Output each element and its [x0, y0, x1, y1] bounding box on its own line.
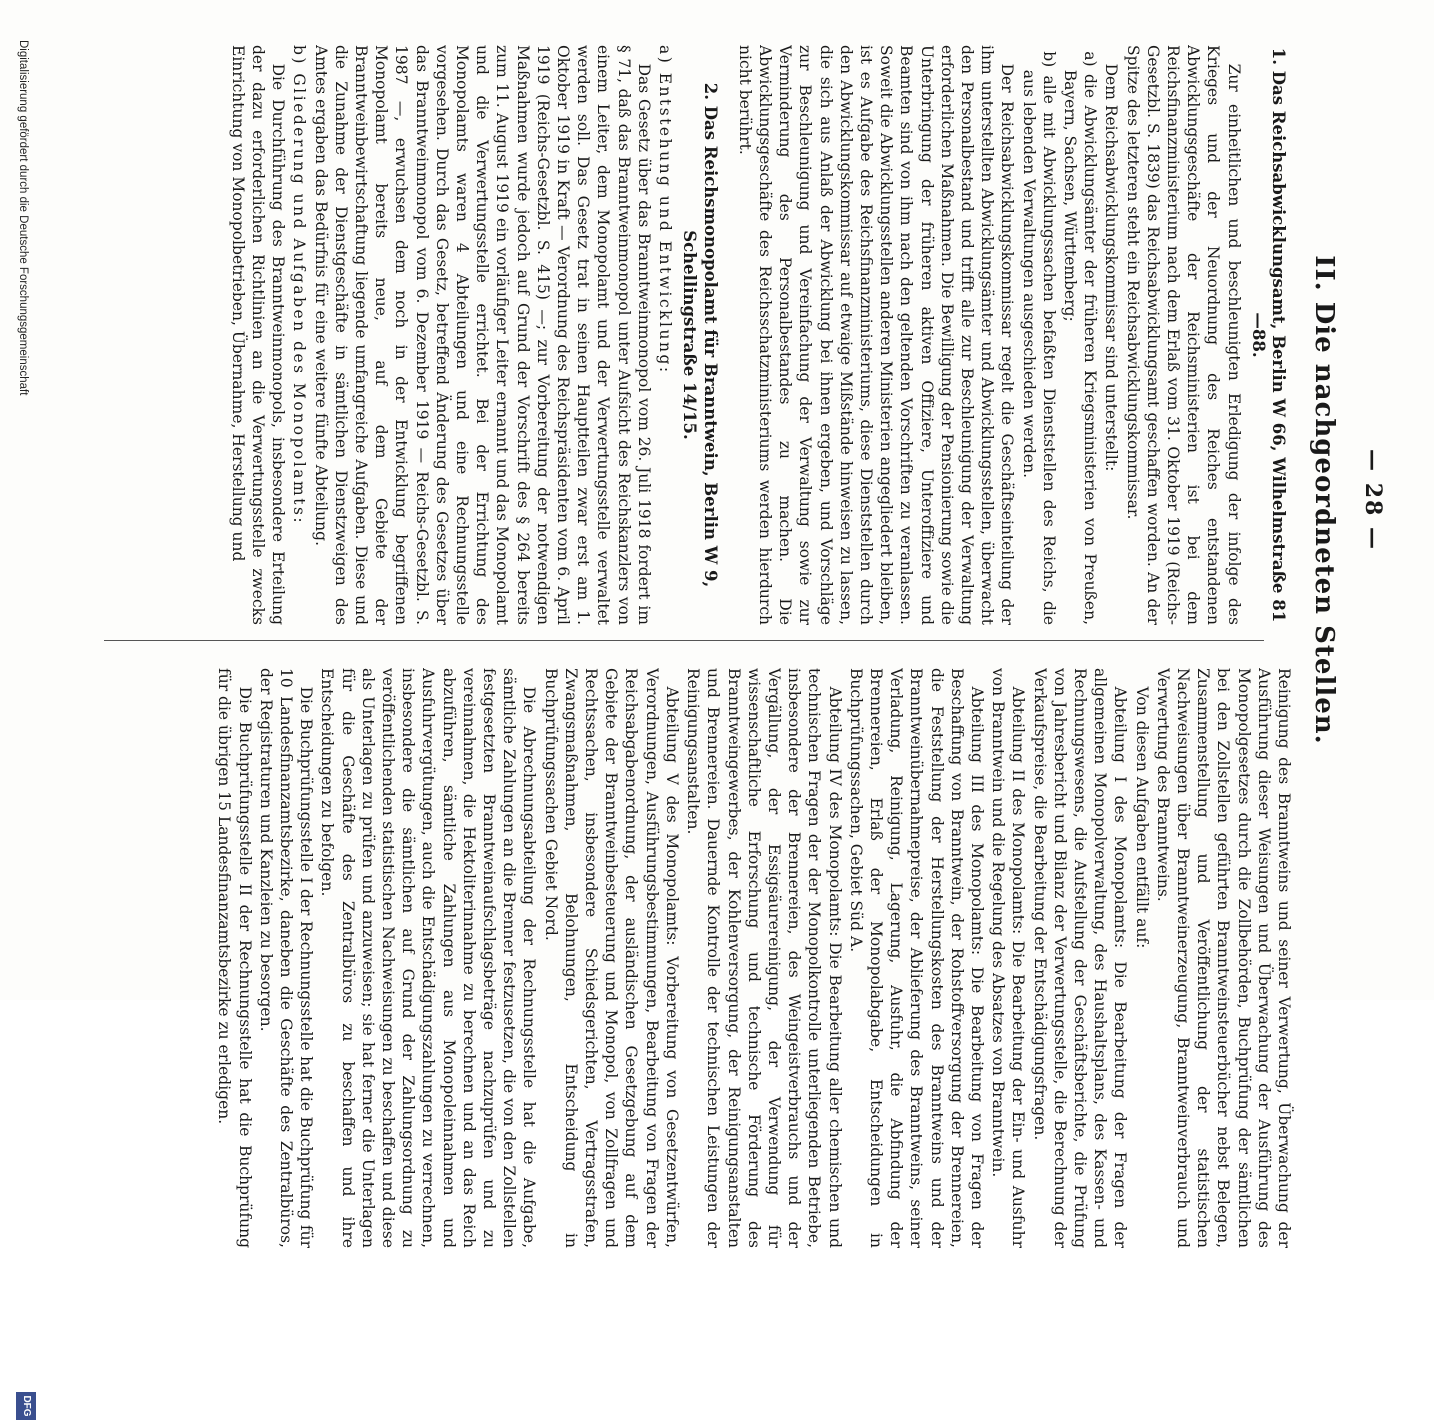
- paragraph: Zur einheitlichen und beschleunigten Erledigung der infolge des Krieges und der Neuordnung des Reiches entstandenen Abwicklungsgeschäfte der Reichsministerien ist bei dem Reichsfinanzministerium nach dem Erlaß vom 31. Oktober 1919 (Reichs-Gesetzbl. S. 1839) das Reichsabwicklungsamt geschaffen worden. An der Spitze des letzteren steht ein Reichsabwicklungskommissar.: [1123, 45, 1243, 625]
- page-number: — 28 —: [1360, 449, 1386, 551]
- dfg-logo: DFG: [16, 1392, 36, 1420]
- column-divider: [104, 640, 1264, 641]
- subheading: a) Entstehung und Entwicklung:: [656, 45, 675, 375]
- section-heading: II. Die nachgeordneten Stellen.: [1309, 255, 1339, 745]
- paragraph: Die Buchprüfungsstelle II der Rechnungsstelle hat die Buchprüfung für die übrigen 15 Landesfinanzamtsbezirke zu erledigen.: [215, 668, 254, 1248]
- paragraph: Dem Reichsabwicklungskommissar sind unterstellt:: [1102, 63, 1121, 472]
- list-item: a) die Abwicklungsämter der früheren Kriegsministerien von Preußen, Bayern, Sachsen, Württemberg;: [1060, 51, 1100, 625]
- paragraph: Das Gesetz über das Branntweinmonopol vom 26. Juli 1918 fordert im § 71, daß das Branntweinmonopol unter Aufsicht des Reichskanzlers von einem Leiter, dem Monopolamt und der Verwertungsstelle verwaltet werden soll. Das Gesetz trat in seinen Hauptteilen zwar erst am 1. Oktober 1919 in Kraft — Verordnung des Reichspräsidenten vom 6. April 1919 (Reichs-Gesetzbl. S. 415) —; zur Vorbereitung der notwendigen Maßnahmen wurde jedoch auf Grund der Vorschrift des § 264 bereits zum 11. August 1919 ein vorläufiger Leiter ernannt und das Monopolamt und die Verwertungsstelle errichtet. Bei der Errichtung des Monopolamts waren 4 Abteilungen und eine Rechnungsstelle vorgesehen. Durch das Gesetz, betreffend Änderung des Gesetzes über das Branntweinmonopol vom 6. Dezember 1919 — Reichs-Gesetzbl. S. 1987 —, erwuchsen dem noch in der Entwicklung begriffenen Monopolamt bereits neue, auf dem Gebiete der Branntweinbewirtschaftung liegende umfangreiche Aufgaben. Diese und die Zunahme der Dienstgeschäfte in sämtlichen Dienstzweigen des Amtes ergaben das Bedürfnis für eine weitere fünfte Abteilung.: [311, 45, 653, 625]
- paragraph: Abteilung I des Monopolamts: Die Bearbeitung der Fragen der allgemeinen Monopolverwaltung, des Haushaltsplans, des Kassen- und Rechnungswesens, die Aufstellung der Geschäftsberichte, die Prüfung von Jahresbericht und Bilanz der Verwertungsstelle, die Berechnung der Verkaufspreise, die Bearbeitung der Entschädigungsfragen.: [1030, 668, 1130, 1248]
- paragraph: Abteilung V des Monopolamts: Vorbereitung von Gesetzentwürfen, Verordnungen, Ausführungsbestimmungen, Bearbeitung von Fragen der Reichsabgabenordnung, der ausländischen Gesetzgebung auf dem Gebiete der Branntweinbesteuerung und Monopol, von Zollfragen und Rechtssachen, insbesondere Schiedsgerichten, Vertragsstrafen, Zwangsmaßnahmen, Belohnungen, Entscheidung in Buchprüfungssachen Gebiet Nord.: [541, 668, 681, 1248]
- paragraph: Der Reichsabwicklungskommissar regelt die Geschäftseinteilung der ihm unterstellten Abwicklungsämter und Abwicklungsstellen, überwacht den Personalbestand und trifft alle zur Beschleunigung der Verwaltung erforderlichen Maßnahmen. Die Bewilligung der Pensionierung sowie die Unterbringung der früheren aktiven Offiziere, Unteroffiziere und Beamten sind von ihm nach den geltenden Vorschriften zu veranlassen. Soweit die Abwicklungsstellen anderen Ministerien angegliedert bleiben, ist es Aufgabe des Reichsfinanzministeriums, diese Dienststellen durch den Abwicklungskommissar auf etwaige Mißstände hinweisen zu lassen, die sich aus Anlaß der Abwicklung bei ihnen ergeben, und Vorschläge zur Beschleunigung und Vereinfachung der Verwaltung sowie zur Verminderung des Personalbestandes zu machen. Die Abwicklungsgeschäfte des Reichsschatzministeriums werden hierdurch nicht berührt.: [735, 45, 1017, 625]
- digitization-footer: Digitalisierung gefördert durch die Deutsche Forschungsgemeinschaft: [17, 40, 29, 396]
- paragraph: Von diesen Aufgaben entfällt auf:: [1132, 686, 1151, 949]
- paragraph: Abteilung III des Monopolamts: Die Bearbeitung von Fragen der Beschaffung von Branntwein, der Rohstoffversorgung der Brennereien, die Feststellung der Herstellungskosten des Branntweins und der Branntweinübernahmepreise, der Ablieferung des Branntweins, seiner Verladung, Reinigung, Lagerung, Ausfuhr, die Abfindung der Brennereien, Erlaß der Monopolabgabe, Entscheidungen in Buchprüfungssachen, Gebiet Süd A.: [846, 668, 986, 1248]
- paragraph: Die Abrechnungsabteilung der Rechnungsstelle hat die Aufgabe, sämtliche Zahlungen an die Brenner festzusetzen, die von den Zollstellen festgesetzten Branntweinaufschlagsbeträge nachzuprüfen und zu vereinnahmen, die Hektoliterinnahme zu berechnen und an das Reich abzuführen, sämtliche Zahlungen aus Monopoleinnahmen und Ausfuhrvergütungen, auch die Entschädigungszahlungen zu verrechnen, insbesondere die sämtlichen auf Grund der Zahlungsordnung zu veröffentlichenden statistischen Nachweisungen zu beschaffen und diese als Unterlagen zu prüfen und anzuweisen; sie hat ferner die Unterlagen für die Geschäfte des Zentralbüros zu beschaffen und ihre Entscheidungen zu befolgen.: [318, 668, 539, 1248]
- heading-reichsmonopolamt: 2. Das Reichsmonopolamt für Branntwein, Berlin W 9, Schellingstraße 14/15.: [680, 82, 720, 588]
- paragraph: Abteilung IV des Monopolamts: Die Bearbeitung aller chemischen und technischen Fragen der der Monopolkontrolle unterliegenden Betriebe, insbesondere der Brennereien, des Weingeistverbrauchs und der Vergällung, der Essigsäurereinigung, der Verwendung für wissenschaftliche Erforschung und technische Förderung des Branntweingewerbes, der Kohlenversorgung, der Reinigungsanstalten und Brennereien. Dauernde Kontrolle der technischen Leistungen der Reinigungsanstalten.: [684, 668, 844, 1248]
- list-item: b) alle mit Abwicklungssachen befaßten Dienststellen des Reichs, die aus lebenden Verwaltungen ausgeschieden werden.: [1019, 51, 1058, 625]
- paragraph: Abteilung II des Monopolamts: Die Bearbeitung der Ein- und Ausfuhr von Branntwein und die Regelung des Absatzes von Branntwein.: [989, 668, 1028, 1248]
- left-column: [89, 45, 1294, 625]
- paragraph: Die Buchprüfungsstelle I der Rechnungsstelle hat die Buchprüfung für 10 Landesfinanzamtsbezirke, daneben die Geschäfte des Zentralbüros, der Registraturen und Kanzleien zu besorgen.: [256, 668, 316, 1248]
- paragraph: Reinigung des Branntweins und seiner Verwertung, Überwachung der Ausführung dieser Weisungen und Überwachung der Ausführung des Monopolgesetzes durch die Zollbehörden, Buchprüfung der sämtlichen bei den Zollstellen geführten Branntweinsteuerbücher nebst Belegen, Zusammenstellung und Veröffentlichung der statistischen Nachweisungen über Branntweinerzeugung, Branntweinverbrauch und Verwertung des Branntweins.: [1153, 668, 1293, 1248]
- paragraph: Die Durchführung des Branntweinmonopols, insbesondere Erteilung der dazu erforderlichen Richtlinien an die Verwertungsstelle zwecks Einrichtung von Monopolbetrieben, Übernahme, Herstellung und: [228, 45, 288, 625]
- right-column: [89, 668, 1294, 1248]
- subheading: b) Gliederung und Aufgaben des Monopolamts:: [290, 45, 309, 526]
- heading-reichsabwicklungsamt: 1. Das Reichsabwicklungsamt, Berlin W 66, Wilhelmstraße 81—88.: [1248, 47, 1288, 623]
